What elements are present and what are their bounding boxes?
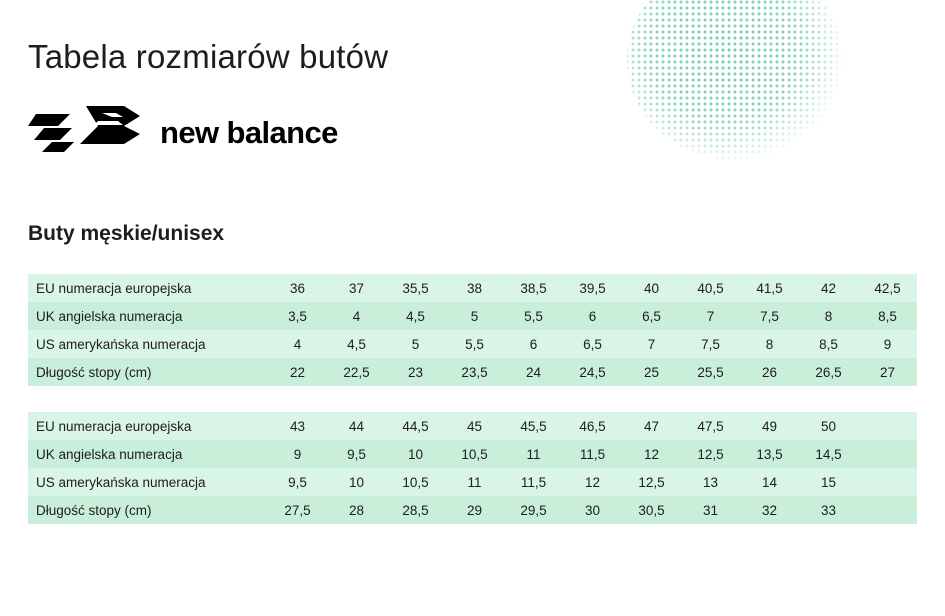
new-balance-logo-icon xyxy=(28,104,146,162)
table-cell: 8 xyxy=(799,302,858,330)
table-cell: 11 xyxy=(445,468,504,496)
table-row xyxy=(28,468,917,496)
size-table-part-1 xyxy=(28,274,917,386)
table-cell: 6 xyxy=(504,330,563,358)
table-cell: 9,5 xyxy=(327,440,386,468)
table-cell: 35,5 xyxy=(386,274,445,302)
table-cell: 7 xyxy=(622,330,681,358)
page-title: Tabela rozmiarów butów xyxy=(28,38,389,75)
table-cell: 29 xyxy=(445,496,504,524)
table-cell: 4,5 xyxy=(327,330,386,358)
table-cell: 28,5 xyxy=(386,496,445,524)
table-cell: 23 xyxy=(386,358,445,386)
brand-name: new balance xyxy=(160,115,338,150)
table-cell: 8,5 xyxy=(858,302,917,330)
table-cell: 9 xyxy=(858,330,917,358)
table-cell-empty xyxy=(858,468,917,496)
table-cell: 26,5 xyxy=(799,358,858,386)
table-cell: 33 xyxy=(799,496,858,524)
row-label: EU numeracja europejska xyxy=(28,274,268,302)
table-cell: 5,5 xyxy=(445,330,504,358)
table-cell: 38 xyxy=(445,274,504,302)
row-label: UK angielska numeracja xyxy=(28,302,268,330)
table-cell: 11 xyxy=(504,440,563,468)
row-label: Długość stopy (cm) xyxy=(28,496,268,524)
size-table-part-2 xyxy=(28,412,917,524)
table-cell: 11,5 xyxy=(563,440,622,468)
table-row xyxy=(28,496,917,524)
table-cell: 5 xyxy=(386,330,445,358)
table-cell: 28 xyxy=(327,496,386,524)
row-label: UK angielska numeracja xyxy=(28,440,268,468)
table-cell: 3,5 xyxy=(268,302,327,330)
table-row xyxy=(28,412,917,440)
table-cell: 12 xyxy=(622,440,681,468)
row-label: US amerykańska numeracja xyxy=(28,468,268,496)
table-cell: 32 xyxy=(740,496,799,524)
table-cell: 6,5 xyxy=(563,330,622,358)
table-cell-empty xyxy=(858,412,917,440)
table-cell: 47,5 xyxy=(681,412,740,440)
table-cell: 4 xyxy=(327,302,386,330)
table-cell: 43 xyxy=(268,412,327,440)
table-cell: 26 xyxy=(740,358,799,386)
table-cell: 10 xyxy=(327,468,386,496)
section-title: Buty męskie/unisex xyxy=(28,222,225,245)
table-cell: 13 xyxy=(681,468,740,496)
table-cell: 42 xyxy=(799,274,858,302)
table-cell: 46,5 xyxy=(563,412,622,440)
table-cell: 8,5 xyxy=(799,330,858,358)
table-cell: 38,5 xyxy=(504,274,563,302)
table-cell: 13,5 xyxy=(740,440,799,468)
table-cell: 30,5 xyxy=(622,496,681,524)
table-cell: 7 xyxy=(681,302,740,330)
table-cell: 49 xyxy=(740,412,799,440)
table-cell: 10,5 xyxy=(386,468,445,496)
table-cell: 44,5 xyxy=(386,412,445,440)
table-cell: 29,5 xyxy=(504,496,563,524)
table-cell: 47 xyxy=(622,412,681,440)
table-cell: 5 xyxy=(445,302,504,330)
table-cell-empty xyxy=(858,440,917,468)
table-cell: 42,5 xyxy=(858,274,917,302)
table-cell: 41,5 xyxy=(740,274,799,302)
table-cell: 6,5 xyxy=(622,302,681,330)
table-cell: 4,5 xyxy=(386,302,445,330)
table-cell: 37 xyxy=(327,274,386,302)
table-row xyxy=(28,330,917,358)
table-cell: 14,5 xyxy=(799,440,858,468)
row-label: Długość stopy (cm) xyxy=(28,358,268,386)
table-cell: 9 xyxy=(268,440,327,468)
table-cell: 39,5 xyxy=(563,274,622,302)
table-row xyxy=(28,274,917,302)
table-cell: 24 xyxy=(504,358,563,386)
table-cell: 4 xyxy=(268,330,327,358)
table-row xyxy=(28,302,917,330)
row-label: US amerykańska numeracja xyxy=(28,330,268,358)
table-cell: 22 xyxy=(268,358,327,386)
table-cell: 10,5 xyxy=(445,440,504,468)
table-cell: 15 xyxy=(799,468,858,496)
table-cell: 27,5 xyxy=(268,496,327,524)
table-cell: 12,5 xyxy=(622,468,681,496)
table-cell: 5,5 xyxy=(504,302,563,330)
table-cell: 40 xyxy=(622,274,681,302)
table-cell: 27 xyxy=(858,358,917,386)
table-cell: 7,5 xyxy=(681,330,740,358)
table-cell: 45 xyxy=(445,412,504,440)
table-cell: 45,5 xyxy=(504,412,563,440)
table-cell: 25 xyxy=(622,358,681,386)
table-cell: 24,5 xyxy=(563,358,622,386)
brand-lockup xyxy=(28,102,917,164)
table-cell: 40,5 xyxy=(681,274,740,302)
table-cell-empty xyxy=(858,496,917,524)
table-cell: 7,5 xyxy=(740,302,799,330)
table-cell: 12,5 xyxy=(681,440,740,468)
table-cell: 10 xyxy=(386,440,445,468)
table-row xyxy=(28,440,917,468)
table-cell: 8 xyxy=(740,330,799,358)
table-cell: 12 xyxy=(563,468,622,496)
table-cell: 31 xyxy=(681,496,740,524)
table-cell: 44 xyxy=(327,412,386,440)
table-cell: 14 xyxy=(740,468,799,496)
table-cell: 36 xyxy=(268,274,327,302)
table-cell: 11,5 xyxy=(504,468,563,496)
table-cell: 23,5 xyxy=(445,358,504,386)
table-cell: 9,5 xyxy=(268,468,327,496)
table-cell: 25,5 xyxy=(681,358,740,386)
row-label: EU numeracja europejska xyxy=(28,412,268,440)
table-cell: 22,5 xyxy=(327,358,386,386)
table-cell: 30 xyxy=(563,496,622,524)
table-cell: 50 xyxy=(799,412,858,440)
table-row xyxy=(28,358,917,386)
table-cell: 6 xyxy=(563,302,622,330)
